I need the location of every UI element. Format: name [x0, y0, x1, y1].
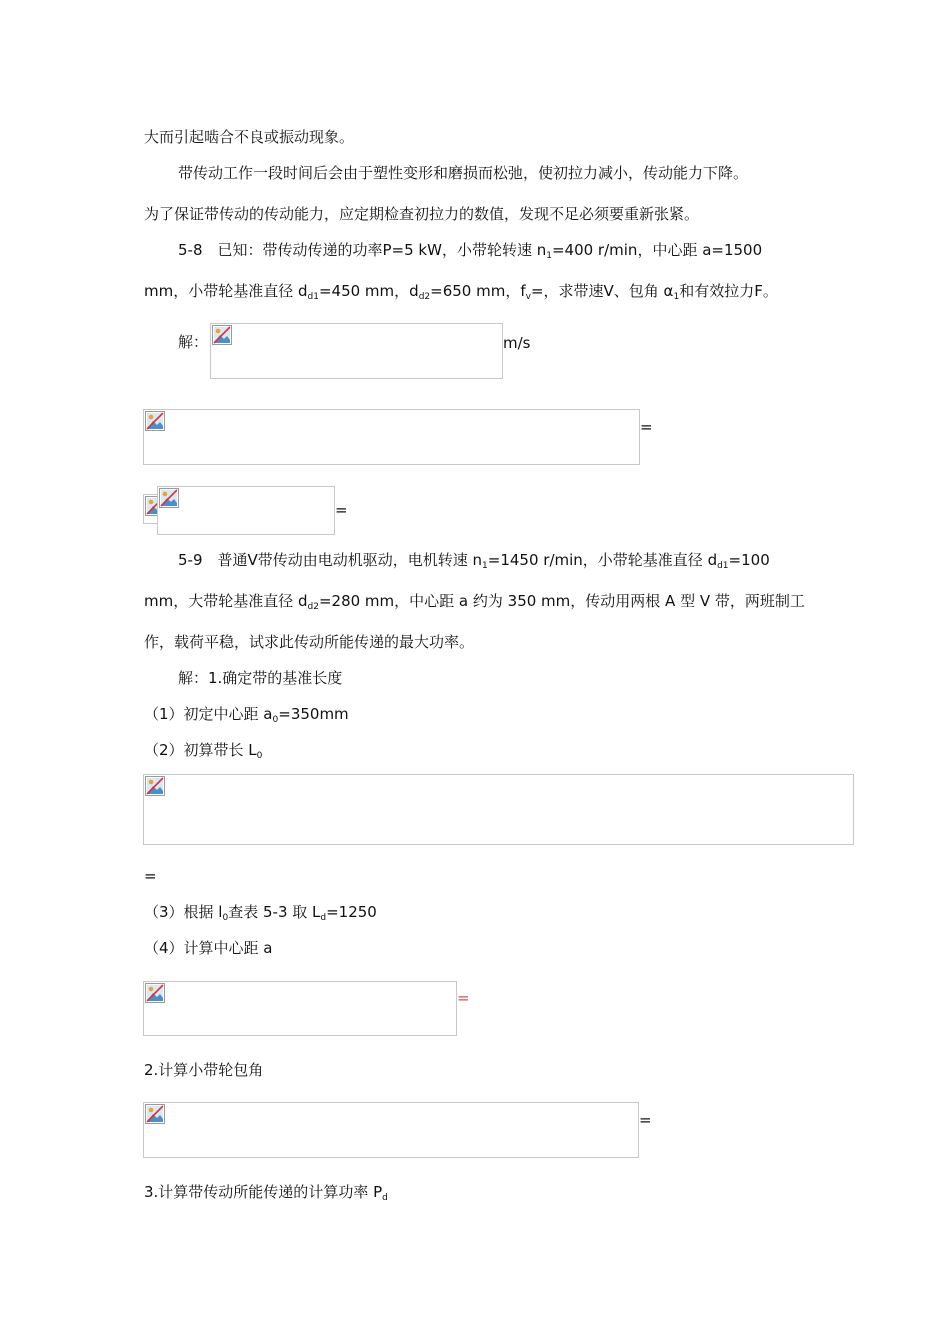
text: =450 mm，d [318, 282, 419, 300]
text: 和有效拉力F。 [679, 282, 778, 300]
subscript: 1 [482, 561, 488, 571]
text: 5-8 已知：带传动传递的功率P=5 kW，小带轮转速 n [178, 241, 547, 259]
step-initial-belt-length [144, 740, 262, 763]
text: 查表 5-3 取 L [228, 903, 321, 921]
step-center-distance: （4）计算中心距 a [144, 939, 273, 957]
text: （3）根据 l [144, 903, 223, 921]
equals-sign: = [144, 867, 157, 885]
text: mm，小带轮基准直径 d [144, 282, 308, 300]
broken-image-icon [145, 1104, 165, 1124]
broken-image-icon [145, 776, 165, 796]
text: =350mm [278, 705, 349, 723]
subscript: d1 [307, 292, 319, 302]
problem-5-9-line-3: 作，载荷平稳，试求此传动所能传递的最大功率。 [144, 633, 475, 651]
text: =650 mm，f [430, 282, 526, 300]
broken-image-icon [212, 325, 232, 345]
step-lookup-length [144, 902, 377, 925]
subscript: d2 [418, 292, 431, 302]
text: =，求带速V、包角 α [530, 282, 674, 300]
formula-image-force [157, 486, 335, 535]
equals-sign-red: = [457, 989, 470, 1007]
subscript: d1 [717, 561, 729, 571]
solution-step-1: 解：1.确定带的基准长度 [178, 669, 343, 687]
step-initial-center-distance [144, 704, 349, 727]
problem-5-9-line-2 [144, 591, 805, 614]
paragraph-2: 带传动工作一段时间后会由于塑性变形和磨损而松弛，使初拉力减小，传动能力下降。 [178, 164, 749, 182]
paragraph-1: 大而引起啮合不良或振动现象。 [144, 128, 355, 146]
formula-image-small-pulley-angle [143, 1102, 639, 1158]
subscript: 1 [546, 251, 552, 261]
text: =1450 r/min，小带轮基准直径 d [487, 551, 718, 569]
equals-sign: = [640, 418, 653, 436]
text: mm，大带轮基准直径 d [144, 592, 308, 610]
subscript: 0 [272, 715, 279, 725]
text: 5-9 普通V带传动由电动机驱动，电机转速 n [178, 551, 483, 569]
text: 3.计算带传动所能传递的计算功率 P [144, 1183, 383, 1201]
formula-image-center-distance [143, 981, 457, 1036]
formula-image-belt-length [143, 774, 854, 845]
subscript: d2 [307, 602, 319, 612]
formula-image-wrap-angle [143, 409, 640, 465]
subscript: 0 [222, 913, 229, 923]
equals-sign: = [335, 501, 348, 519]
solution-step-3 [144, 1182, 388, 1205]
text: =1250 [326, 903, 377, 921]
text: （2）初算带长 L [144, 741, 257, 759]
formula-image-speed [210, 323, 503, 379]
equals-sign: = [639, 1111, 652, 1129]
paragraph-3: 为了保证带传动的传动能力，应定期检查初拉力的数值，发现不足必须要重新张紧。 [144, 205, 700, 223]
subscript: d [320, 913, 327, 923]
subscript: 1 [673, 292, 680, 302]
text: =280 mm，中心距 a 约为 350 mm，传动用两根 A 型 V 带，两班制工 [318, 592, 805, 610]
text: （1）初定中心距 a [144, 705, 273, 723]
speed-unit: m/s [503, 334, 531, 352]
solution-label: 解： [178, 333, 209, 351]
problem-5-8-line-2 [144, 281, 778, 304]
subscript: 0 [256, 751, 263, 761]
broken-image-icon [145, 411, 165, 431]
problem-5-9-line-1 [178, 550, 770, 573]
broken-image-icon [159, 488, 179, 508]
text: =100 [728, 551, 770, 569]
solution-step-2: 2.计算小带轮包角 [144, 1061, 264, 1079]
subscript: v [525, 292, 531, 302]
problem-5-8-line-1 [178, 240, 762, 263]
broken-image-icon [145, 983, 165, 1003]
text: =400 r/min，中心距 a=1500 [551, 241, 763, 259]
subscript: d [382, 1193, 388, 1203]
